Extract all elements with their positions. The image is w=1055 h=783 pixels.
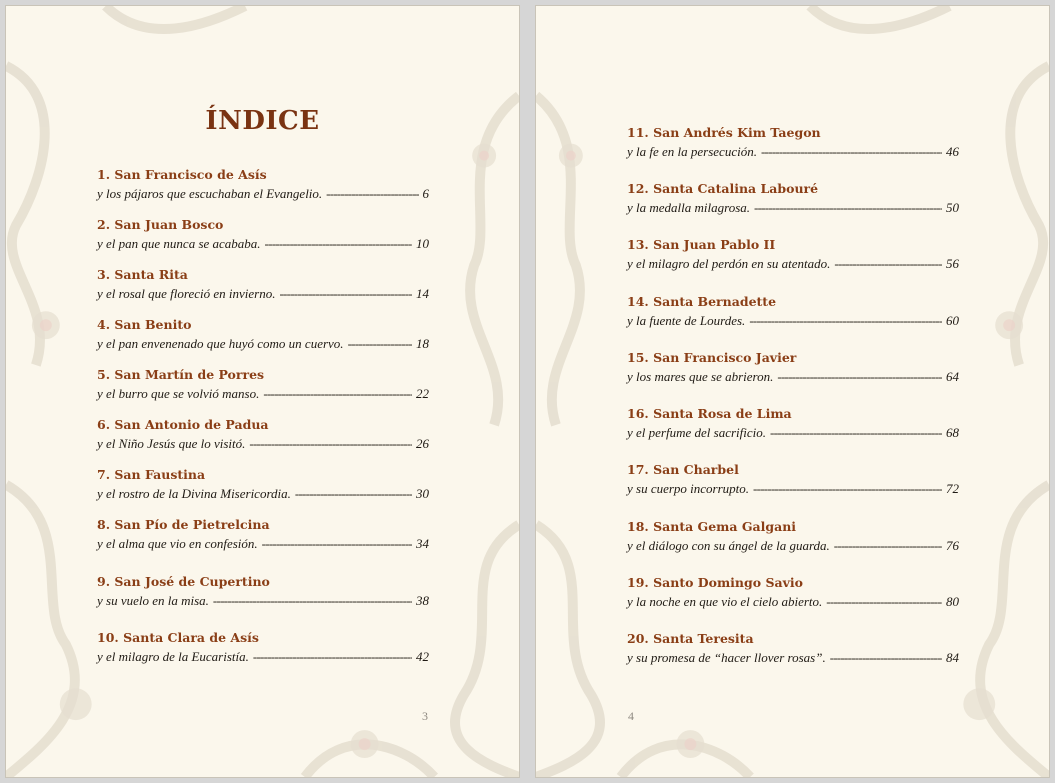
page-left [5,5,520,778]
entry-heading: 11. San Andrés Kim Taegon [627,125,821,140]
toc-entry[interactable] [627,574,959,612]
dot-leader [213,591,412,611]
entry-page-number: 18 [416,336,429,351]
entry-page-number: 72 [946,481,959,496]
entry-subtitle: y el burro que se volvió manso. [97,386,260,401]
entry-subtitle: y el pan envenenado que huyó como un cuervo. [97,336,344,351]
toc-entry[interactable] [627,236,959,274]
toc-entry[interactable] [627,293,959,331]
dot-leader [834,536,942,556]
entry-heading: 5. San Martín de Porres [97,367,265,382]
entry-subtitle: y el milagro del perdón en su atentado. [627,256,831,271]
dot-leader [753,479,942,499]
dot-leader [770,423,942,443]
entry-subtitle: y la noche en que vio el cielo abierto. [627,594,823,609]
toc-entry[interactable] [97,573,429,611]
dot-leader [754,198,942,218]
dot-leader [249,434,412,454]
dot-leader [253,647,412,667]
entry-heading: 13. San Juan Pablo II [627,237,776,252]
entry-heading: 18. Santa Gema Galgani [627,519,797,534]
toc-entry[interactable] [97,166,429,204]
entry-page-number: 42 [416,649,429,664]
toc-entry[interactable] [97,316,429,354]
entry-heading: 15. San Francisco Javier [627,350,797,365]
entry-page-number: 50 [946,200,959,215]
dot-leader [279,284,412,304]
toc-entry[interactable] [627,405,959,443]
entry-page-number: 6 [422,186,429,201]
toc-entry[interactable] [97,266,429,304]
entry-heading: 12. Santa Catalina Labouré [627,181,819,196]
toc-entry[interactable] [97,466,429,504]
entry-heading: 16. Santa Rosa de Lima [627,406,792,421]
entry-page-number: 26 [416,436,429,451]
dot-leader [265,234,412,254]
entry-heading: 1. San Francisco de Asís [97,167,267,182]
page-number: 4 [628,709,634,723]
dot-leader [749,311,942,331]
entry-subtitle: y la fe en la persecución. [627,144,757,159]
entry-heading: 8. San Pío de Pietrelcina [97,517,270,532]
toc-entry[interactable] [627,349,959,387]
entry-heading: 4. San Benito [97,317,192,332]
dot-leader [834,254,942,274]
entry-page-number: 64 [946,369,959,384]
toc-entry[interactable] [97,416,429,454]
entry-page-number: 60 [946,313,959,328]
entry-subtitle: y su cuerpo incorrupto. [627,481,750,496]
entry-heading: 10. Santa Clara de Asís [97,630,259,645]
entry-page-number: 80 [946,594,959,609]
dot-leader [326,184,418,204]
toc-entry[interactable] [627,461,959,499]
entry-heading: 2. San Juan Bosco [97,217,224,232]
entry-subtitle: y el pan que nunca se acababa. [97,236,261,251]
entry-page-number: 10 [416,236,429,251]
dot-leader [761,142,942,162]
entry-subtitle: y el milagro de la Eucaristía. [97,649,249,664]
entry-heading: 14. Santa Bernadette [627,294,777,309]
entry-subtitle: y el Niño Jesús que lo visitó. [97,436,246,451]
dot-leader [263,384,412,404]
entry-page-number: 34 [416,536,429,551]
dot-leader [830,648,942,668]
toc-entry[interactable] [627,518,959,556]
entry-heading: 17. San Charbel [627,462,739,477]
toc-entry[interactable] [627,124,959,162]
entry-page-number: 22 [416,386,429,401]
dot-leader [777,367,942,387]
entry-heading: 3. Santa Rita [97,267,188,282]
entry-subtitle: y la medalla milagrosa. [627,200,751,215]
dot-leader [348,334,412,354]
entry-subtitle: y la fuente de Lourdes. [627,313,746,328]
entry-heading: 7. San Faustina [97,467,206,482]
toc-entry[interactable] [97,366,429,404]
page-number: 3 [422,709,428,723]
entry-page-number: 56 [946,256,959,271]
entry-subtitle: y el rosal que floreció en invierno. [97,286,276,301]
entry-page-number: 68 [946,425,959,440]
entry-heading: 6. San Antonio de Padua [97,417,269,432]
toc-entry[interactable] [97,629,429,667]
dot-leader [826,592,942,612]
entry-page-number: 30 [416,486,429,501]
entry-subtitle: y el perfume del sacrificio. [627,425,766,440]
toc-entry[interactable] [97,516,429,554]
dot-leader [262,534,412,554]
entry-page-number: 14 [416,286,429,301]
entry-heading: 19. Santo Domingo Savio [627,575,803,590]
entry-subtitle: y su promesa de “hacer llover rosas”. [627,650,826,665]
page-right [535,5,1050,778]
toc-entry[interactable] [627,630,959,668]
entry-page-number: 46 [946,144,959,159]
entry-page-number: 38 [416,593,429,608]
entry-heading: 20. Santa Teresita [627,631,754,646]
dot-leader [295,484,412,504]
entry-subtitle: y su vuelo en la misa. [97,593,209,608]
entry-subtitle: y el alma que vio en confesión. [97,536,258,551]
entry-page-number: 84 [946,650,959,665]
entry-page-number: 76 [946,538,959,553]
entry-subtitle: y los mares que se abrieron. [627,369,774,384]
entry-subtitle: y los pájaros que escuchaban el Evangelio. [97,186,323,201]
entry-subtitle: y el diálogo con su ángel de la guarda. [627,538,830,553]
entry-subtitle: y el rostro de la Divina Misericordia. [97,486,291,501]
toc-entry[interactable] [97,216,429,254]
index-title: ÍNDICE [205,106,320,136]
toc-entry[interactable] [627,180,959,218]
entry-heading: 9. San José de Cupertino [97,574,270,589]
